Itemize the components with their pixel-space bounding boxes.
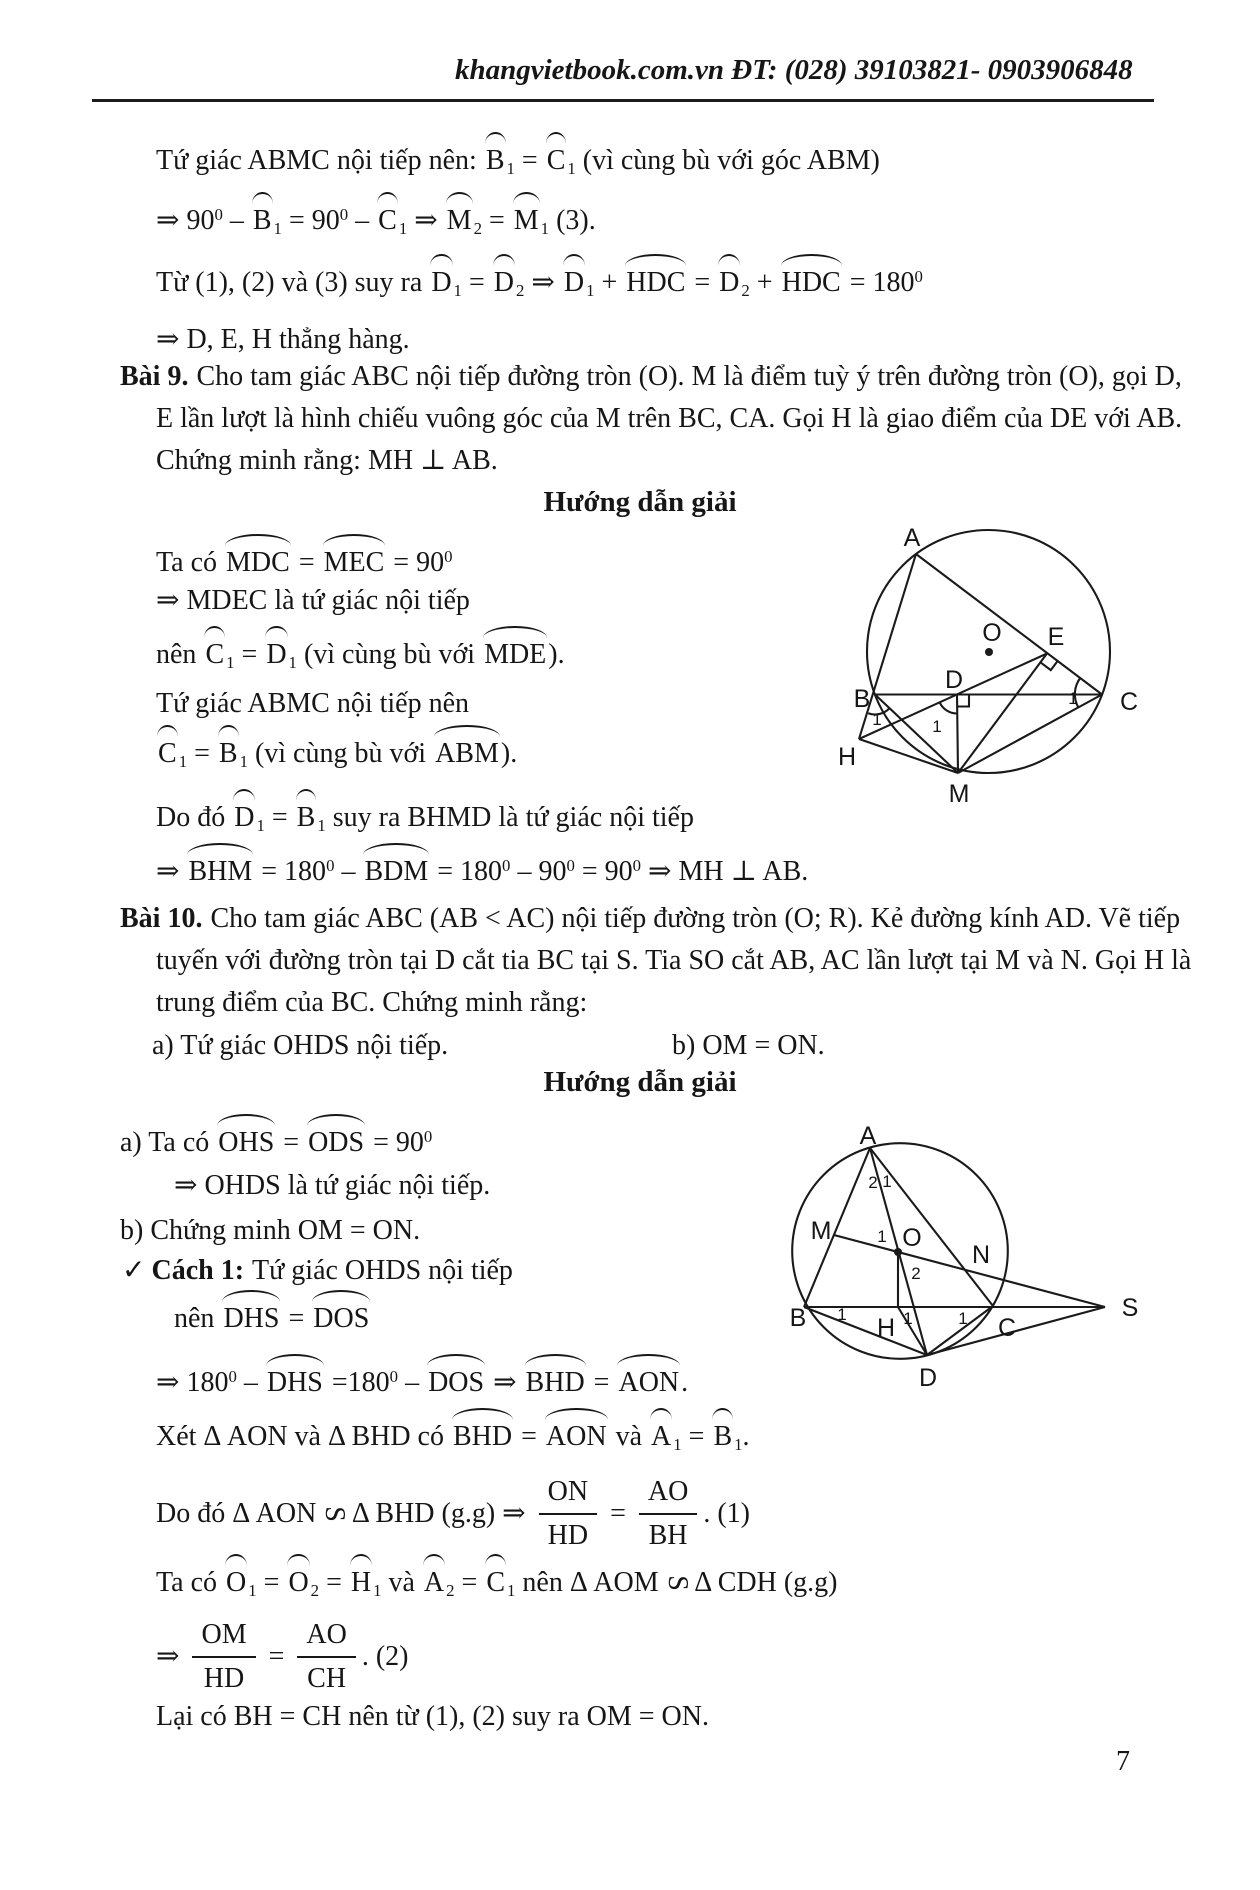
point-label-E: E: [1047, 623, 1065, 651]
point-label-A: A: [859, 1122, 877, 1150]
formula-line: Do đó D $_1$ = B $_1$ suy ra BHMD là tứ giác nội tiếp: [156, 791, 694, 838]
angle-label-C1: 1: [1068, 689, 1078, 708]
angle-label-O1: 1: [877, 1227, 887, 1246]
problem-9: [120, 356, 1192, 482]
geometry-diagram-bai10: [730, 1100, 1150, 1400]
angle-label-O2: 2: [911, 1264, 921, 1283]
geometry-diagram-bai9: [820, 500, 1240, 830]
point-label-H: H: [876, 1314, 896, 1342]
problem-9-label: Bài 9.: [120, 361, 189, 392]
line-A-C: [916, 554, 1102, 695]
point-label-B: B: [789, 1304, 807, 1332]
point-label-C: C: [1119, 688, 1139, 716]
right-angle-mark-E: [1040, 661, 1057, 670]
cach1-line: [122, 1251, 513, 1291]
line-M-B: [875, 695, 958, 774]
point-label-D: D: [944, 666, 964, 694]
formula-line: Ta có MDC = MEC = $90^0$: [156, 536, 452, 583]
point-label-M: M: [948, 780, 970, 808]
angle-label-B1: 1: [837, 1305, 847, 1324]
angle-label-H1: 1: [903, 1309, 913, 1328]
formula-line: Lại có BH = CH nên từ (1), (2) suy ra OM = ON.: [156, 1701, 709, 1732]
formula-line: ⇒ D, E, H thẳng hàng.: [156, 324, 410, 355]
formula-line: ⇒ $\frac{OM}{HD}$ = $\frac{AO}{CH}$ . (2): [156, 1618, 409, 1694]
formula-line: ⇒ BHM = $180^0$ – BDM = $180^0 - 90^0 = 90^0$ ⇒ MH ⊥ AB.: [156, 845, 808, 892]
line-M-C: [958, 695, 1102, 774]
formula-line: ⇒ MDEC là tứ giác nội tiếp: [156, 585, 470, 616]
angle-label-A1: 1: [882, 1172, 892, 1191]
problem-10-text: Cho tam giác ABC (AB < AC) nội tiếp đường tròn (O; R). Kẻ đường kính AD. Vẽ tiếp tuyến với đường tròn tại D cắt tia BC tại S. Tia SO cắt AB, AC lần lượt tại M và N. Gọi H là trung điểm của BC. Chứng minh rằng:: [156, 903, 1192, 1018]
angle-arc-D: [940, 702, 957, 713]
line-M-E: [958, 654, 1047, 774]
point-label-M: M: [810, 1217, 832, 1245]
formula-line: ⇒ $180^0$ – DHS $=180^0$ – DOS ⇒ BHD = AON.: [156, 1356, 688, 1403]
problem-10-label: Bài 10.: [120, 903, 203, 934]
formula-line: Từ (1), (2) và (3) suy ra D $_1$ = D $_2$ ⇒ D $_1$ + HDC = D $_2$ + HDC = $180^0$: [156, 256, 923, 303]
header-rule: [92, 99, 1154, 102]
angle-label-A2: 2: [868, 1173, 878, 1192]
point-label-S: S: [1121, 1294, 1139, 1322]
formula-line: Tứ giác ABMC nội tiếp nên: [156, 688, 470, 719]
formula-line: a) Ta có OHS = ODS = $90^0$: [120, 1116, 432, 1163]
point-label-O: O: [902, 1224, 922, 1252]
formula-line: Xét Δ AON và Δ BHD có BHD = AON và A $_1$ = B $_1$.: [156, 1410, 750, 1457]
formula-line: Do đó Δ AON S Δ BHD (g.g) ⇒ $\frac{ON}{HD}$ = $\frac{AO}{BH}$ . (1): [156, 1475, 750, 1551]
angle-label-B1: 1: [872, 710, 882, 729]
formula-line: nên DHS = DOS: [174, 1292, 371, 1339]
formula-line: ⇒ OHDS là tứ giác nội tiếp.: [174, 1170, 491, 1201]
point-label-C: C: [997, 1314, 1017, 1342]
solution-heading-10: Hướng dẫn giải: [543, 1066, 737, 1098]
formula-line: ⇒ $90^0$ – B $_1 = 90^0 - C$ $_1$ ⇒ M $_2$ = M $_1$ (3).: [156, 194, 596, 241]
cach1-label: Cách 1:: [151, 1255, 245, 1286]
point-label-N: N: [971, 1241, 991, 1269]
point-label-B: B: [853, 685, 871, 713]
angle-label-C1: 1: [958, 1309, 968, 1328]
point-label-O: O: [982, 619, 1002, 647]
problem-9-text: Cho tam giác ABC nội tiếp đường tròn (O). M là điểm tuỳ ý trên đường tròn (O), gọi D, E lần lượt là hình chiếu vuông góc của M trên BC, CA. Gọi H là giao điểm của DE với AB. Chứng minh rằng: MH ⊥ AB.: [156, 361, 1183, 476]
part-a: a) Tứ giác OHDS nội tiếp.: [152, 1030, 449, 1061]
center-point-O: [985, 648, 993, 656]
check-icon: ✓: [122, 1255, 146, 1286]
header-text: khangvietbook.com.vn ĐT: (028) 39103821- 0903906848: [455, 54, 1133, 86]
point-label-A: A: [903, 524, 921, 552]
right-angle-mark-D: [957, 695, 969, 707]
solution-heading-9: Hướng dẫn giải: [543, 486, 737, 518]
cach1-text: Tứ giác OHDS nội tiếp: [252, 1255, 513, 1286]
line-M-O-N-S: [834, 1235, 1105, 1307]
formula-line: b) Chứng minh OM = ON.: [120, 1215, 421, 1246]
part-b: b) OM = ON.: [672, 1030, 825, 1061]
point-label-H: H: [837, 743, 857, 771]
formula-line: Ta có O $_1$ = O $_2$ = H $_1$ và A $_2$ = C $_1$ nên Δ AOM S Δ CDH (g.g): [156, 1556, 837, 1603]
page-number: 7: [1116, 1746, 1130, 1777]
angle-label-D1: 1: [932, 717, 942, 736]
formula-line: C $_1$ = B $_1$ (vì cùng bù với ABM).: [156, 727, 517, 774]
problem-10: [120, 898, 1192, 1024]
point-label-D: D: [918, 1364, 938, 1392]
formula-line: Tứ giác ABMC nội tiếp nên: B $_1$ = C $_1$ (vì cùng bù với góc ABM): [156, 134, 880, 181]
formula-line: nên C $_1$ = D $_1$ (vì cùng bù với MDE).: [156, 628, 565, 675]
